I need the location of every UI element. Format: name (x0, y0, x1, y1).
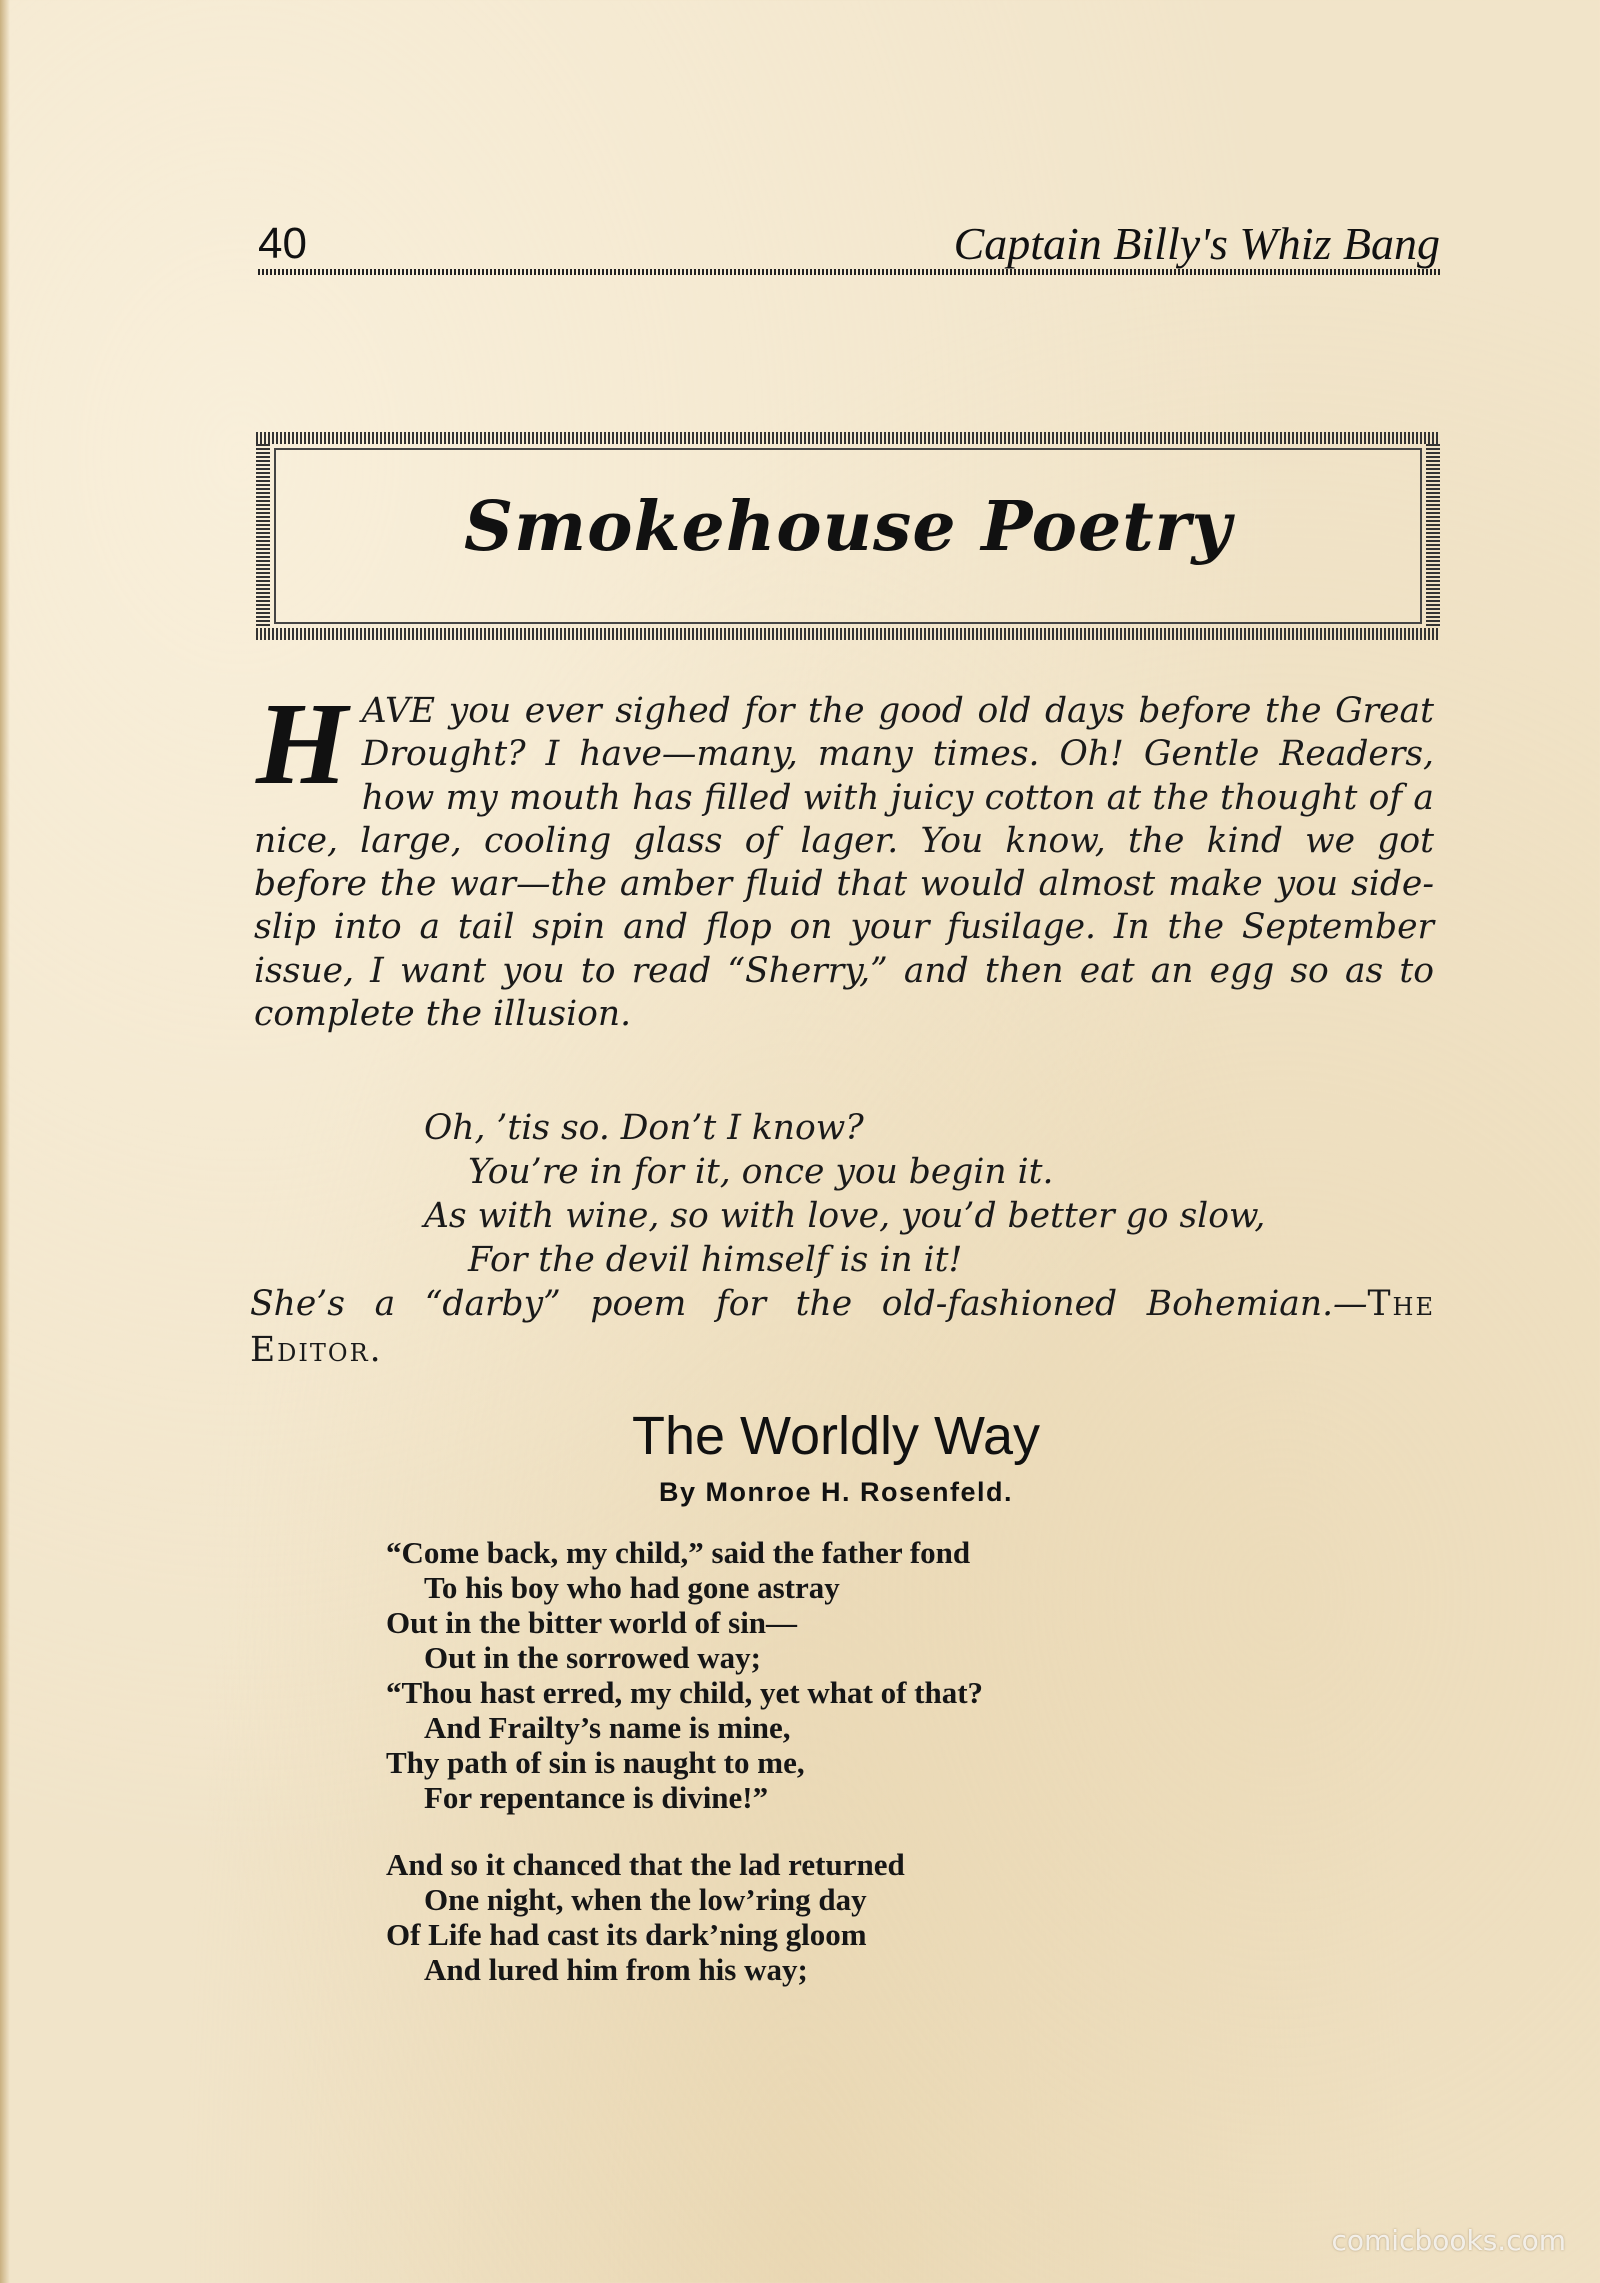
poem-line: One night, when the low’ring day (424, 1882, 867, 1917)
verse-line: You’re in for it, once you begin it. (468, 1152, 1054, 1192)
poem-line: Of Life had cast its dark’ning gloom (386, 1917, 867, 1952)
poem-line: And lured him from his way; (424, 1952, 808, 1987)
verse-line: For the devil himself is in it! (468, 1240, 963, 1280)
drop-cap: H (256, 678, 348, 809)
editor-note (250, 1283, 1435, 1326)
intro-paragraph (254, 678, 1434, 1036)
page-number: 40 (258, 219, 307, 268)
poem-line: For repentance is divine!” (424, 1780, 769, 1815)
poem-line: To his boy who had gone astray (424, 1570, 840, 1605)
poem-line: Out in the bitter world of sin— (386, 1605, 798, 1640)
poem-line: “Come back, my child,” said the father fond (386, 1535, 971, 1570)
poem-line: “Thou hast erred, my child, yet what of that? (386, 1675, 984, 1710)
editor-name-cont: Editor. (250, 1330, 383, 1370)
section-title: Smokehouse Poetry (464, 487, 1232, 567)
poem-line: Out in the sorrowed way; (424, 1640, 761, 1675)
poem-byline: By Monroe H. Rosenfeld. (658, 1477, 1014, 1507)
poem-line: And Frailty’s name is mine, (424, 1710, 791, 1745)
editor-note-text: She’s a “darby” poem for the old-fashioned Bohemian.— (250, 1284, 1368, 1324)
verse-line: As with wine, so with love, you’d better go slow, (424, 1196, 1266, 1236)
poem-title: The Worldly Way (631, 1406, 1041, 1466)
verse-line: Oh, ’tis so. Don’t I know? (424, 1108, 864, 1148)
editor-name: The (1367, 1284, 1435, 1324)
poem-line: And so it chanced that the lad returned (386, 1847, 905, 1882)
header-rule (258, 269, 1440, 275)
poem-line: Thy path of sin is naught to me, (386, 1745, 805, 1780)
intro-text: AVE you ever sighed for the good old days before the Great Drought? I have—many, many times. Oh! Gentle Readers, how my mouth has filled with juicy cotton at the thought of a nice, large, cooling glass of lager. You know, the kind we got before the war—the amber fluid that would almost make you side-slip into a tail spin and flop on your fusilage. In the September issue, I want you to read “Sherry,” and then eat an egg so as to complete the illusion. (254, 691, 1434, 1035)
page-edge-shadow (0, 0, 10, 2283)
running-header (258, 205, 1440, 275)
section-title-box (256, 432, 1440, 640)
watermark: comicbooks.com (1331, 2224, 1566, 2257)
publication-title: Captain Billy's Whiz Bang (953, 218, 1440, 269)
box-border-bottom (256, 628, 1440, 640)
box-border-top (256, 432, 1440, 444)
